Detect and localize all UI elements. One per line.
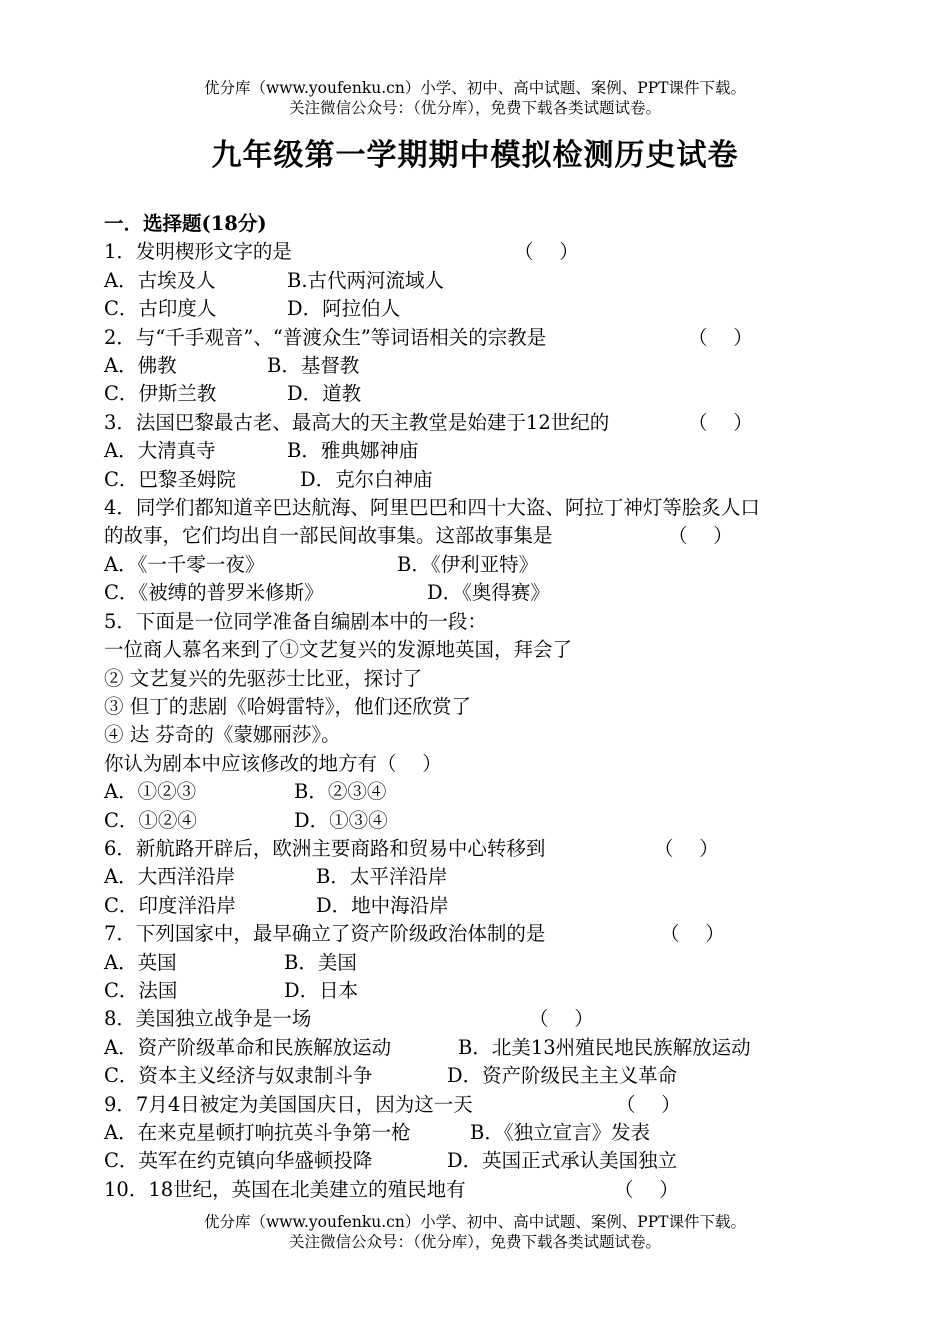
passage-line: ② 文艺复兴的先驱莎士比亚，探讨了 (104, 666, 423, 690)
question-prompt: 你认为剧本中应该修改的地方有（ ） (104, 751, 442, 775)
question-stem (104, 1176, 864, 1204)
option-c: C．巴黎圣姆院 (104, 467, 236, 491)
option-a: A．佛教 (104, 354, 177, 378)
question-stem (104, 494, 864, 522)
option-row (104, 778, 864, 806)
question-stem (104, 1091, 864, 1119)
option-row (104, 1119, 864, 1147)
option-b: B．雅典娜神庙 (287, 439, 419, 463)
stem-text: 9．7月4日被定为美国国庆日，因为这一天 (104, 1092, 473, 1116)
answer-bracket: （ ） (616, 1092, 681, 1116)
option-c: C．《被缚的普罗米修斯》 (104, 581, 324, 605)
option-c: C．法国 (104, 978, 178, 1002)
stem-text: 2．与“千手观音”、“普渡众生”等词语相关的宗教是 (104, 325, 547, 349)
stem-text: 1．发明楔形文字的是 (104, 240, 292, 264)
question-stem (104, 920, 864, 948)
option-row (104, 863, 864, 891)
option-b: B．北美13州殖民地民族解放运动 (458, 1035, 751, 1059)
option-d: D．日本 (284, 978, 359, 1002)
option-a: A．资产阶级革命和民族解放运动 (104, 1035, 392, 1059)
option-d: D．道教 (287, 382, 362, 406)
answer-bracket: （ ） (688, 410, 753, 434)
option-c: C．资本主义经济与奴隶制斗争 (104, 1064, 373, 1088)
option-c: C．①②④ (104, 808, 197, 832)
header-line-2: 关注微信公众号：（优分库），免费下载各类试题试卷。 (288, 99, 661, 117)
option-row (104, 977, 864, 1005)
answer-bracket: （ ） (614, 1177, 679, 1201)
option-row (104, 352, 864, 380)
header-line-1: 优分库（www.youfenku.cn）小学、初中、高中试题、案例、PPT课件下载。 (203, 79, 747, 97)
passage-line: 一位商人慕名来到了①文艺复兴的发源地英国，拜会了 (104, 638, 573, 662)
question-stem (104, 608, 864, 636)
section-heading: 一．选择题(18分) (104, 212, 267, 235)
question-stem (104, 409, 864, 437)
option-c: C．印度洋沿岸 (104, 893, 236, 917)
answer-bracket: （ ） (660, 922, 725, 946)
option-row (104, 579, 864, 607)
option-b: B．《伊利亚特》 (397, 552, 539, 576)
question-stem (104, 1005, 864, 1033)
option-row (104, 295, 864, 323)
option-row (104, 807, 864, 835)
option-row (104, 437, 864, 465)
footer-line-2: 关注微信公众号：（优分库），免费下载各类试题试卷。 (288, 1233, 661, 1251)
answer-bracket: （ ） (654, 836, 719, 860)
option-c: C．古印度人 (104, 297, 217, 321)
option-d: D．阿拉伯人 (287, 297, 401, 321)
stem-text: 8．美国独立战争是一场 (104, 1007, 312, 1031)
option-row (104, 380, 864, 408)
question-stem (104, 238, 864, 266)
option-d: D．英国正式承认美国独立 (447, 1149, 678, 1173)
option-c: C．伊斯兰教 (104, 382, 217, 406)
option-a: A．英国 (104, 950, 177, 974)
passage-line: ④ 达 芬奇的《蒙娜丽莎》。 (104, 723, 341, 747)
option-a: A．大清真寺 (104, 439, 216, 463)
footer-line-1: 优分库（www.youfenku.cn）小学、初中、高中试题、案例、PPT课件下载。 (203, 1213, 747, 1231)
option-row (104, 1062, 864, 1090)
option-a: A．《一千零一夜》 (104, 552, 265, 576)
option-c: C．英军在约克镇向华盛顿投降 (104, 1149, 373, 1173)
question-stem (104, 324, 864, 352)
option-row (104, 551, 864, 579)
question-stem-continued (104, 522, 864, 550)
option-row (104, 267, 864, 295)
option-b: B．基督教 (267, 354, 360, 378)
stem-text: 5．下面是一位同学准备自编剧本中的一段： (104, 609, 487, 633)
answer-bracket: （ ） (514, 240, 579, 264)
option-d: D．地中海沿岸 (316, 893, 449, 917)
option-b: B．美国 (284, 950, 357, 974)
option-row (104, 1147, 864, 1175)
option-d: D．克尔白神庙 (300, 467, 433, 491)
option-d: D．①③④ (294, 808, 388, 832)
option-row (104, 1034, 864, 1062)
question-stem (104, 835, 864, 863)
stem-text: 6．新航路开辟后，欧洲主要商路和贸易中心转移到 (104, 836, 546, 860)
option-a: A．在来克星顿打响抗英斗争第一枪 (104, 1121, 411, 1144)
option-d: D．《奥得赛》 (427, 581, 550, 605)
option-a: A．①②③ (104, 780, 197, 804)
answer-bracket: （ ） (668, 524, 733, 548)
stem-text: 7．下列国家中，最早确立了资产阶级政治体制的是 (104, 922, 546, 946)
stem-text: 的故事，它们均出自一部民间故事集。这部故事集是 (104, 524, 553, 548)
question-list (104, 210, 864, 1204)
option-row (104, 949, 864, 977)
option-a: A．古埃及人 (104, 268, 216, 292)
answer-bracket: （ ） (688, 325, 753, 349)
option-b: B．②③④ (294, 780, 387, 804)
option-a: A．大西洋沿岸 (104, 865, 236, 889)
stem-text: 10．18世纪，英国在北美建立的殖民地有 (104, 1177, 466, 1201)
stem-text: 4．同学们都知道辛巴达航海、阿里巴巴和四十大盗、阿拉丁神灯等脍炙人口 (104, 496, 760, 520)
option-b: B.古代两河流域人 (287, 268, 445, 292)
option-row (104, 892, 864, 920)
option-b: B．《独立宣言》发表 (470, 1121, 651, 1144)
option-b: B．太平洋沿岸 (316, 865, 448, 889)
answer-bracket: （ ） (529, 1007, 594, 1031)
option-d: D．资产阶级民主主义革命 (447, 1064, 678, 1088)
stem-text: 3．法国巴黎最古老、最高大的天主教堂是始建于12世纪的 (104, 410, 610, 434)
passage-line: ③ 但丁的悲剧《哈姆雷特》，他们还欣赏了 (104, 694, 471, 718)
page-title: 九年级第一学期期中模拟检测历史试卷 (211, 138, 739, 173)
option-row (104, 466, 864, 494)
